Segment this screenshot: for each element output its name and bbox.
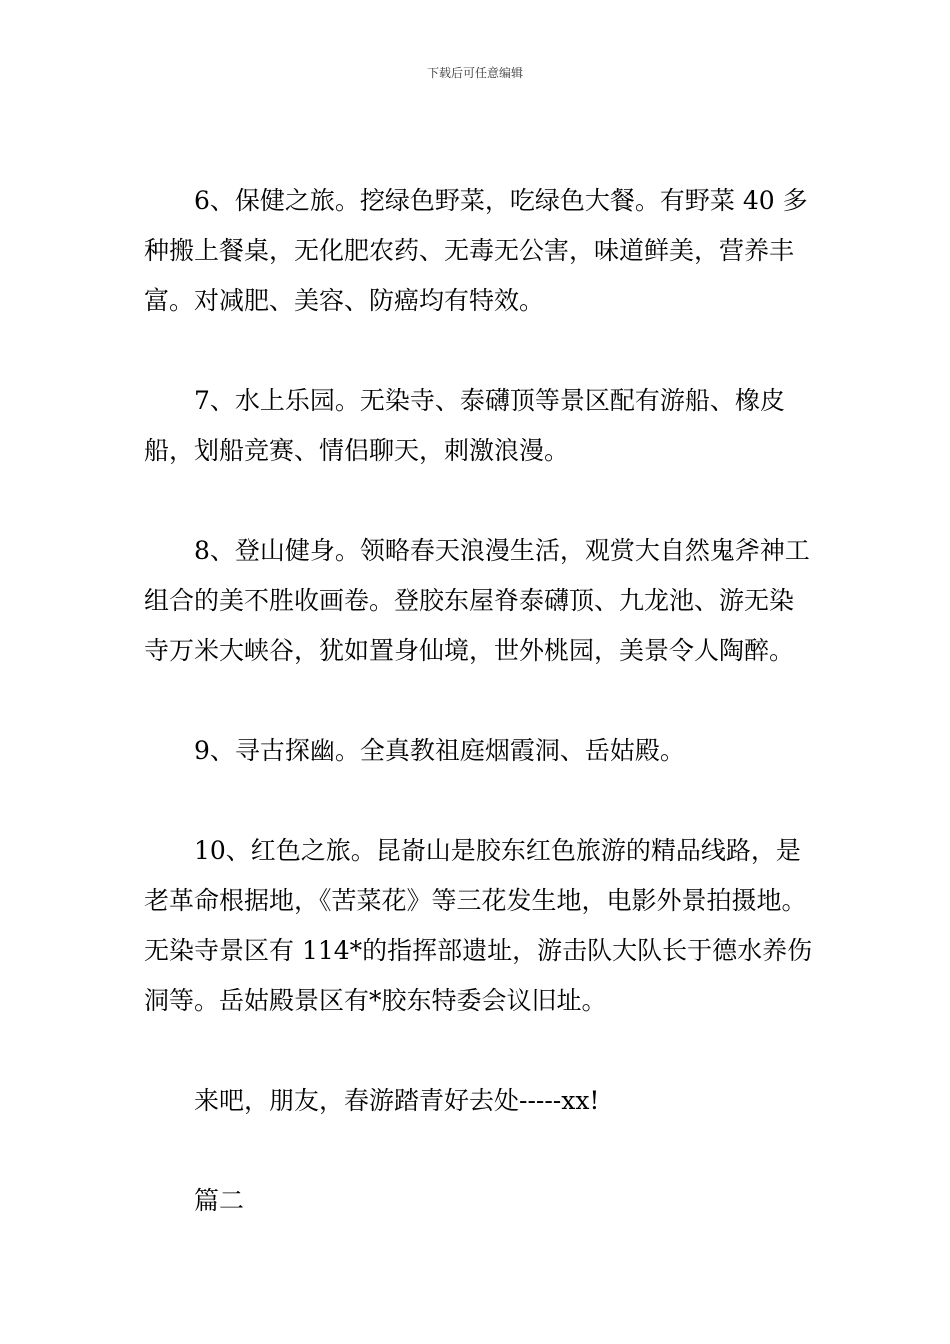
paragraph-water-park: 7、水上乐园。无染寺、泰礴顶等景区配有游船、橡皮船，划船竞赛、情侣聊天，刺激浪漫。: [144, 386, 785, 465]
paragraph-health-tour: 6、保健之旅。挖绿色野菜，吃绿色大餐。有野菜 40 多种搬上餐桌，无化肥农药、无毒无公害，味道鲜美，营养丰富。对减肥、美容、防癌均有特效。: [144, 186, 808, 315]
document-body: [144, 176, 816, 1276]
paragraph-closing: 来吧，朋友，春游踏青好去处-----xx!: [194, 1086, 600, 1115]
paragraph-mountain-hiking: 8、登山健身。领略春天浪漫生活，观赏大自然鬼斧神工组合的美不胜收画卷。登胶东屋脊泰礴顶、九龙池、游无染寺万米大峡谷，犹如置身仙境，世外桃园，美景令人陶醉。: [144, 536, 810, 665]
section-heading: 篇二: [194, 1186, 245, 1215]
page-header: 下载后可任意编辑: [426, 66, 523, 80]
paragraph-ancient-sites: 9、寻古探幽。全真教祖庭烟霞洞、岳姑殿。: [194, 736, 685, 765]
paragraph-red-tour: 10、红色之旅。昆嵛山是胶东红色旅游的精品线路，是老革命根据地，《苦菜花》等三花发生地，电影外景拍摄地。无染寺景区有 114*的指挥部遗址，游击队大队长于德水养伤洞等。岳姑殿景区有*胶东特委会议旧址。: [144, 836, 813, 1015]
